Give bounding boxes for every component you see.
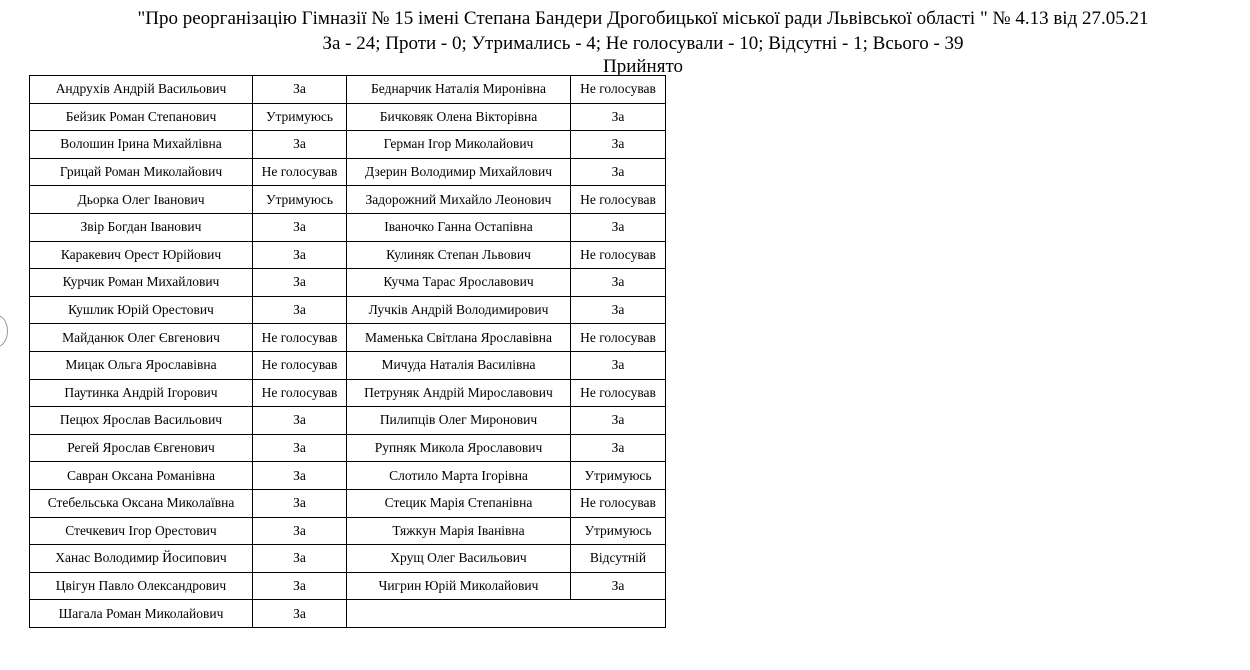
vote-cell: Відсутній [571,545,666,573]
vote-cell: Утримуюсь [571,517,666,545]
vote-cell: Не голосував [571,324,666,352]
vote-cell: Не голосував [571,241,666,269]
table-row [30,269,666,297]
table-row [30,351,666,379]
deputy-name-cell: Тяжкун Марія Іванівна [347,517,571,545]
table-row [30,324,666,352]
table-row [30,545,666,573]
deputy-name-cell: Мичуда Наталія Василівна [347,351,571,379]
vote-cell: За [253,434,347,462]
vote-cell: Утримуюсь [571,462,666,490]
deputy-name-cell: Дзерин Володимир Михайлович [347,158,571,186]
vote-cell: За [253,407,347,435]
vote-cell: За [571,434,666,462]
deputy-name-cell: Маменька Світлана Ярославівна [347,324,571,352]
table-row [30,131,666,159]
vote-summary: За - 24; Проти - 0; Утримались - 4; Не голосували - 10; Відсутні - 1; Всього - 39 [322,33,964,54]
empty-cell [347,600,666,628]
deputy-name-cell: Бейзик Роман Степанович [30,103,253,131]
deputy-name-cell: Андрухів Андрій Васильович [30,76,253,104]
deputy-name-cell: Каракевич Орест Юрійович [30,241,253,269]
deputy-name-cell: Регей Ярослав Євгенович [30,434,253,462]
table-row [30,76,666,104]
votes-table-body [30,76,666,628]
deputy-name-cell: Савран Оксана Романівна [30,462,253,490]
vote-cell: За [571,269,666,297]
resolution-title: "Про реорганізацію Гімназії № 15 імені Степана Бандери Дрогобицької міської ради Львівської області " № 4.13 від 27.05.21 [137,8,1149,29]
table-row [30,213,666,241]
vote-cell: Не голосував [253,324,347,352]
table-row [30,158,666,186]
vote-cell: Утримуюсь [253,103,347,131]
table-row [30,379,666,407]
deputy-name-cell: Герман Ігор Миколайович [347,131,571,159]
deputy-name-cell: Задорожний Михайло Леонович [347,186,571,214]
deputy-name-cell: Волошин Ірина Михайлівна [30,131,253,159]
table-row [30,600,666,628]
table-row [30,462,666,490]
deputy-name-cell: Курчик Роман Михайлович [30,269,253,297]
deputy-name-cell: Чигрин Юрій Миколайович [347,572,571,600]
deputy-name-cell: Шагала Роман Миколайович [30,600,253,628]
deputy-name-cell: Кучма Тарас Ярославович [347,269,571,297]
vote-cell: Не голосував [253,351,347,379]
deputy-name-cell: Іваночко Ганна Остапівна [347,213,571,241]
deputy-name-cell: Цвігун Павло Олександрович [30,572,253,600]
vote-cell: За [571,213,666,241]
vote-cell: Не голосував [571,489,666,517]
vote-cell: За [253,131,347,159]
deputy-name-cell: Звір Богдан Іванович [30,213,253,241]
vote-cell: Не голосував [571,76,666,104]
deputy-name-cell: Ханас Володимир Йосипович [30,545,253,573]
vote-cell: За [253,76,347,104]
deputy-name-cell: Майданюк Олег Євгенович [30,324,253,352]
deputy-name-cell: Хрущ Олег Васильович [347,545,571,573]
vote-cell: За [253,241,347,269]
vote-cell: Не голосував [253,379,347,407]
table-row [30,434,666,462]
deputy-name-cell: Рупняк Микола Ярославович [347,434,571,462]
table-row [30,186,666,214]
vote-cell: Утримуюсь [253,186,347,214]
deputy-name-cell: Мицак Ольга Ярославівна [30,351,253,379]
vote-cell: За [571,158,666,186]
vote-cell: За [571,103,666,131]
vote-cell: За [253,296,347,324]
vote-cell: За [253,489,347,517]
deputy-name-cell: Бичковяк Олена Вікторівна [347,103,571,131]
vote-cell: Не голосував [571,186,666,214]
deputy-name-cell: Стецик Марія Степанівна [347,489,571,517]
deputy-name-cell: Кушлик Юрій Орестович [30,296,253,324]
deputy-name-cell: Грицай Роман Миколайович [30,158,253,186]
deputy-name-cell: Петруняк Андрій Мирославович [347,379,571,407]
table-row [30,103,666,131]
deputy-name-cell: Кулиняк Степан Львович [347,241,571,269]
vote-cell: За [253,269,347,297]
table-row [30,489,666,517]
vote-cell: За [571,572,666,600]
vote-cell: За [253,600,347,628]
deputy-name-cell: Пецюх Ярослав Васильович [30,407,253,435]
vote-result: Прийнято [602,56,684,77]
vote-cell: За [253,213,347,241]
vote-cell: Не голосував [571,379,666,407]
table-row [30,572,666,600]
table-row [30,517,666,545]
vote-cell: За [571,131,666,159]
vote-cell: За [571,351,666,379]
deputy-name-cell: Стечкевич Ігор Орестович [30,517,253,545]
table-row [30,296,666,324]
table-row [30,407,666,435]
vote-cell: За [253,572,347,600]
votes-table [29,75,666,628]
vote-cell: За [253,517,347,545]
vote-cell: Не голосував [253,158,347,186]
deputy-name-cell: Беднарчик Наталія Миронівна [347,76,571,104]
deputy-name-cell: Пилипців Олег Миронович [347,407,571,435]
deputy-name-cell: Слотило Марта Ігорівна [347,462,571,490]
vote-cell: За [571,407,666,435]
vote-cell: За [253,462,347,490]
vote-cell: За [253,545,347,573]
deputy-name-cell: Паутинка Андрій Ігорович [30,379,253,407]
vote-cell: За [571,296,666,324]
deputy-name-cell: Стебельська Оксана Миколаївна [30,489,253,517]
table-row [30,241,666,269]
deputy-name-cell: Лучків Андрій Володимирович [347,296,571,324]
scroll-marker [0,315,8,347]
deputy-name-cell: Дьорка Олег Іванович [30,186,253,214]
